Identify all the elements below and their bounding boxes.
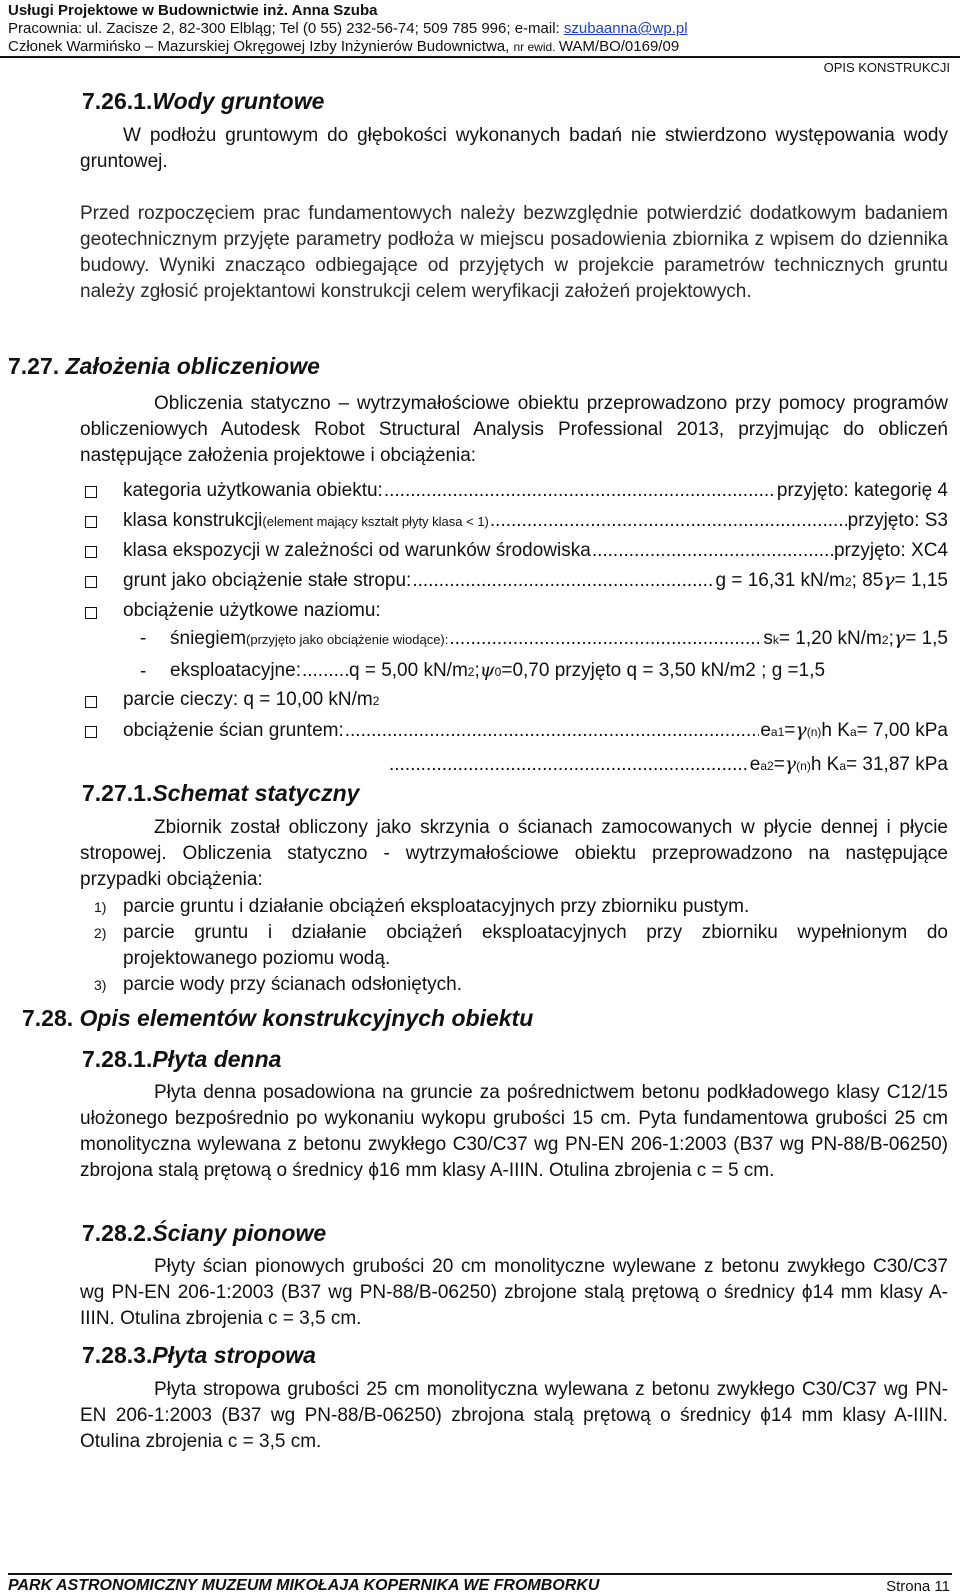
footer-page-number: Strona 11 (886, 1578, 950, 1595)
header-membership: Członek Warmińsko – Mazurskiej Okręgowej Izby Inżynierów Budownictwa, (8, 38, 514, 55)
load-case-3: parcie wody przy ścianach odsłoniętych. (123, 974, 463, 995)
heading-title: Wody gruntowe (152, 88, 325, 114)
load-case-1: parcie gruntu i działanie obciążeń eksploatacyjnych przy zbiorniku pustym. (123, 896, 750, 917)
paragraph-static-scheme: Zbiornik został obliczony jako skrzynia o ścianach zamocowanych w płycie dennej i płycie stropowej. Obliczenia statyczno - wytrzymałościowe obiektu przeprowadzono na następujące przypadki obciążenia: (80, 817, 948, 890)
assumption-soil-load: grunt jako obciążenie stałe stropu: ..... g = 16,31 kN/m 2 ; 85 γ = 1,15 (123, 569, 948, 592)
checkbox-bullet-icon (85, 516, 97, 528)
paragraph-bottom-slab: Płyta denna posadowiona na gruncie za pośrednictwem betonu podkładowego klasy C12/15 ułożonego bezpośrednio po wykonaniu wykopu grubości 15 cm. Pyta fundamentowa grubości 25 cm monolityczna wylewana z betonu zwykłego C30/C37 wg PN-EN 206-1:2003 (B37 wg PN-88/B-06250) zbrojona stalą prętową o średnicy ϕ16 mm klasy A-IIIN. Otulina zbrojenia c = 5 cm. (80, 1082, 948, 1181)
checkbox-bullet-icon (85, 486, 97, 498)
footer-rule (8, 1573, 952, 1575)
heading-7-28-2 (82, 1220, 326, 1247)
paragraph-assumptions: Obliczenia statyczno – wytrzymałościowe obiektu przeprowadzono przy pomocy programów obliczeniowych Autodesk Robot Structural Analysis Professional 2013, przyjmując do obliczeń następujące założenia projektowe i obciążenia: (80, 393, 948, 466)
doc-label: OPIS KONSTRUKCJI (823, 60, 950, 75)
heading-7-26-1 (82, 88, 324, 115)
header-email-link[interactable]: szubaanna@wp.pl (563, 20, 688, 37)
checkbox-bullet-icon (85, 726, 97, 738)
heading-7-27 (8, 353, 320, 380)
heading-number: 7.27.1. (82, 780, 153, 806)
heading-7-28-1 (82, 1046, 281, 1073)
heading-title: Schemat statyczny (152, 780, 360, 806)
paragraph-top-slab: Płyta stropowa grubości 25 cm monolityczna wylewana z betonu zwykłego C30/C37 wg PN-EN 206-1:2003 (B37 wg PN-88/B-06250) zbrojona stalą prętową o średnicy ϕ14 mm klasy A-IIIN. Otulina zbrojenia c = 3,5 cm. (80, 1379, 948, 1452)
live-load-operational: eksploatacyjne: ..... q = 5,00 kN/m 2 ; ψ 0 =0,70 przyjęto q = 3,50 kN/m2 ; g =1,5 (170, 659, 948, 682)
assumption-earth-pressure-1: obciążenie ścian gruntem: ..... e a1 = γ (n) h K a = 7,00 kPa (123, 719, 948, 742)
heading-7-27-1 (82, 780, 359, 807)
assumption-earth-pressure-2: ..... e a2 = γ (n) h K a = 31,87 kPa (388, 753, 948, 776)
heading-number: 7.28. (22, 1005, 74, 1031)
heading-7-28 (22, 1005, 533, 1032)
checkbox-bullet-icon (85, 546, 97, 558)
heading-7-28-3 (82, 1342, 316, 1369)
paragraph-groundwater: W podłożu gruntowym do głębokości wykonanych badań nie stwierdzono występowania wody gruntowej. (80, 125, 948, 172)
assumption-live-load: obciążenie użytkowe naziomu: (123, 600, 381, 621)
assumption-liquid-pressure: parcie cieczy: q = 10,00 kN/m 2 (123, 689, 380, 710)
heading-number: 7.27. (8, 353, 60, 379)
header-nr-label: nr ewid. (513, 40, 559, 54)
footer-project-title: PARK ASTRONOMICZNY MUZEUM MIKOŁAJA KOPERNIKA WE FROMBORKU (8, 1577, 600, 1594)
header-line-1: Usługi Projektowe w Budownictwie inż. Anna Szuba (8, 2, 378, 19)
heading-title: Płyta denna (152, 1046, 282, 1072)
heading-number: 7.26.1. (82, 88, 153, 114)
checkbox-bullet-icon (85, 607, 97, 619)
assumption-exposure-class: klasa ekspozycji w zależności od warunków środowiska ..... przyjęto: XC4 (123, 540, 948, 562)
header-line-3 (8, 38, 679, 56)
heading-number: 7.28.2. (82, 1220, 153, 1246)
header-address: Pracownia: ul. Zacisze 2, 82-300 Elbląg; Tel (0 55) 232-56-74; 509 785 996; e-mail: (8, 20, 564, 37)
load-case-2: parcie gruntu i działanie obciążeń eksploatacyjnych przy zbiorniku wypełnionym do projektowanego poziomu wodą. (123, 922, 948, 969)
header-member-id: WAM/BO/0169/09 (558, 38, 680, 55)
heading-title: Ściany pionowe (152, 1220, 327, 1246)
paragraph-geotechnical: Przed rozpoczęciem prac fundamentowych należy bezwzględnie potwierdzić dodatkowym badaniem geotechnicznym przyjęte parametry podłoża w miejscu posadowienia zbiornika z wpisem do dziennika budowy. Wyniki znacząco odbiegające od przyjętych w projekcie parametrów technicznych gruntu należy zgłosić projektantowi konstrukcji celem weryfikacji założeń projektowych. (80, 203, 948, 302)
heading-number: 7.28.3. (82, 1342, 153, 1368)
load-case-number-2: 2) (94, 925, 107, 941)
paragraph-walls: Płyty ścian pionowych grubości 20 cm monolityczne wylewane z betonu zwykłego C30/C37 wg PN-EN 206-1:2003 (B37 wg PN-88/B-06250) zbrojone stalą prętową o średnicy ϕ14 mm klasy A-IIIN. Otulina zbrojenia c = 3,5 cm. (80, 1256, 948, 1329)
load-case-number-3: 3) (94, 977, 107, 993)
checkbox-bullet-icon (85, 576, 97, 588)
dash-bullet: - (140, 661, 147, 682)
load-case-number-1: 1) (94, 899, 107, 915)
header-rule (0, 56, 960, 58)
checkbox-bullet-icon (85, 696, 97, 708)
live-load-snow: śniegiem (przyjęto jako obciążenie wiodące): ..... s k = 1,20 kN/m 2 ; γ = 1,5 (170, 627, 948, 650)
heading-title: Opis elementów konstrukcyjnych obiektu (79, 1005, 534, 1031)
heading-title: Płyta stropowa (152, 1342, 316, 1368)
header-line-2 (8, 20, 688, 37)
heading-title: Założenia obliczeniowe (65, 353, 320, 379)
heading-number: 7.28.1. (82, 1046, 153, 1072)
assumption-structure-class: klasa konstrukcji (element mający kształt płyty klasa < 1) ..... przyjęto: S3 (123, 510, 948, 532)
assumption-usage-category: kategoria użytkowania obiektu: ..... przyjęto: kategorię 4 (123, 480, 948, 502)
dash-bullet: - (140, 628, 147, 649)
